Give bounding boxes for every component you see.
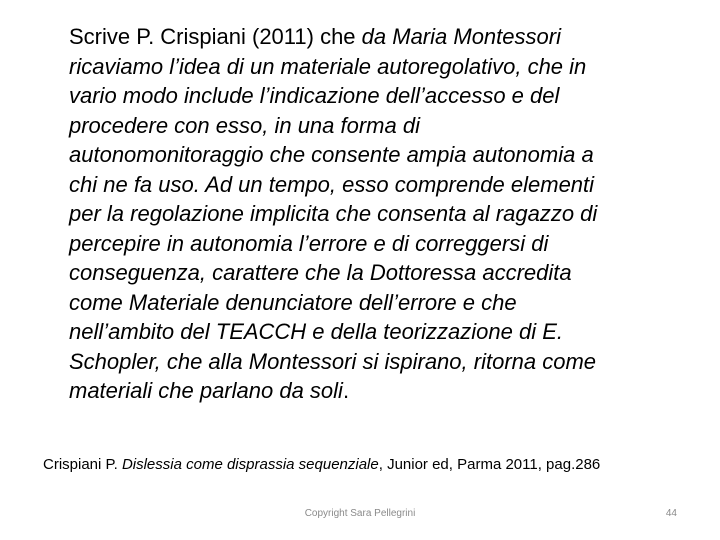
text-line-italic: come Materiale denunciatore dell’errore e che <box>69 289 517 315</box>
text-line <box>69 317 689 347</box>
text-line <box>69 258 689 288</box>
text-line <box>69 170 689 200</box>
text-line-normal: Scrive P. Crispiani (2011) che <box>69 24 362 49</box>
text-line <box>69 111 689 141</box>
text-line-italic: materiali che parlano da soli <box>69 378 343 403</box>
text-line <box>69 199 689 229</box>
text-line-normal: . <box>342 378 350 403</box>
citation-details: , Junior ed, Parma 2011, pag.286 <box>378 456 601 473</box>
text-line <box>69 229 689 259</box>
citation <box>43 456 600 473</box>
text-line-italic: autonomonitoraggio che consente ampia autonomia a <box>69 142 594 167</box>
text-line-italic: percepire in autonomia l’errore e di correggersi di <box>69 230 549 256</box>
text-line <box>69 347 689 377</box>
text-line <box>69 52 689 82</box>
text-line <box>69 376 689 406</box>
text-line <box>69 140 689 170</box>
text-line <box>69 22 689 52</box>
footer-copyright: Copyright Sara Pellegrini <box>304 508 416 519</box>
text-line-italic: chi ne fa uso. Ad un tempo, esso comprende elementi <box>69 171 595 197</box>
text-line <box>69 288 689 318</box>
text-line-italic: da Maria Montessori <box>361 24 561 49</box>
citation-author: Crispiani P. <box>43 456 122 473</box>
quote-paragraph <box>69 22 689 406</box>
text-line-italic: procedere con esso, in una forma di <box>69 112 420 138</box>
text-line-italic: conseguenza, carattere che la Dottoressa accredita <box>69 260 572 285</box>
text-line-italic: Schopler, che alla Montessori si ispirano, ritorna come <box>69 348 597 374</box>
text-line-italic: ricaviamo l’idea di un materiale autoregolativo, che in <box>69 53 587 79</box>
text-line-italic: per la regolazione implicita che consenta al ragazzo di <box>69 201 598 226</box>
page-number: 44 <box>665 508 677 519</box>
text-line-italic: nell’ambito del TEACCH e della teorizzazione di E. <box>69 319 564 344</box>
citation-title: Dislessia come disprassia sequenziale <box>121 456 379 473</box>
text-line <box>69 81 689 111</box>
text-line-italic: vario modo include l’indicazione dell’accesso e del <box>69 83 560 108</box>
